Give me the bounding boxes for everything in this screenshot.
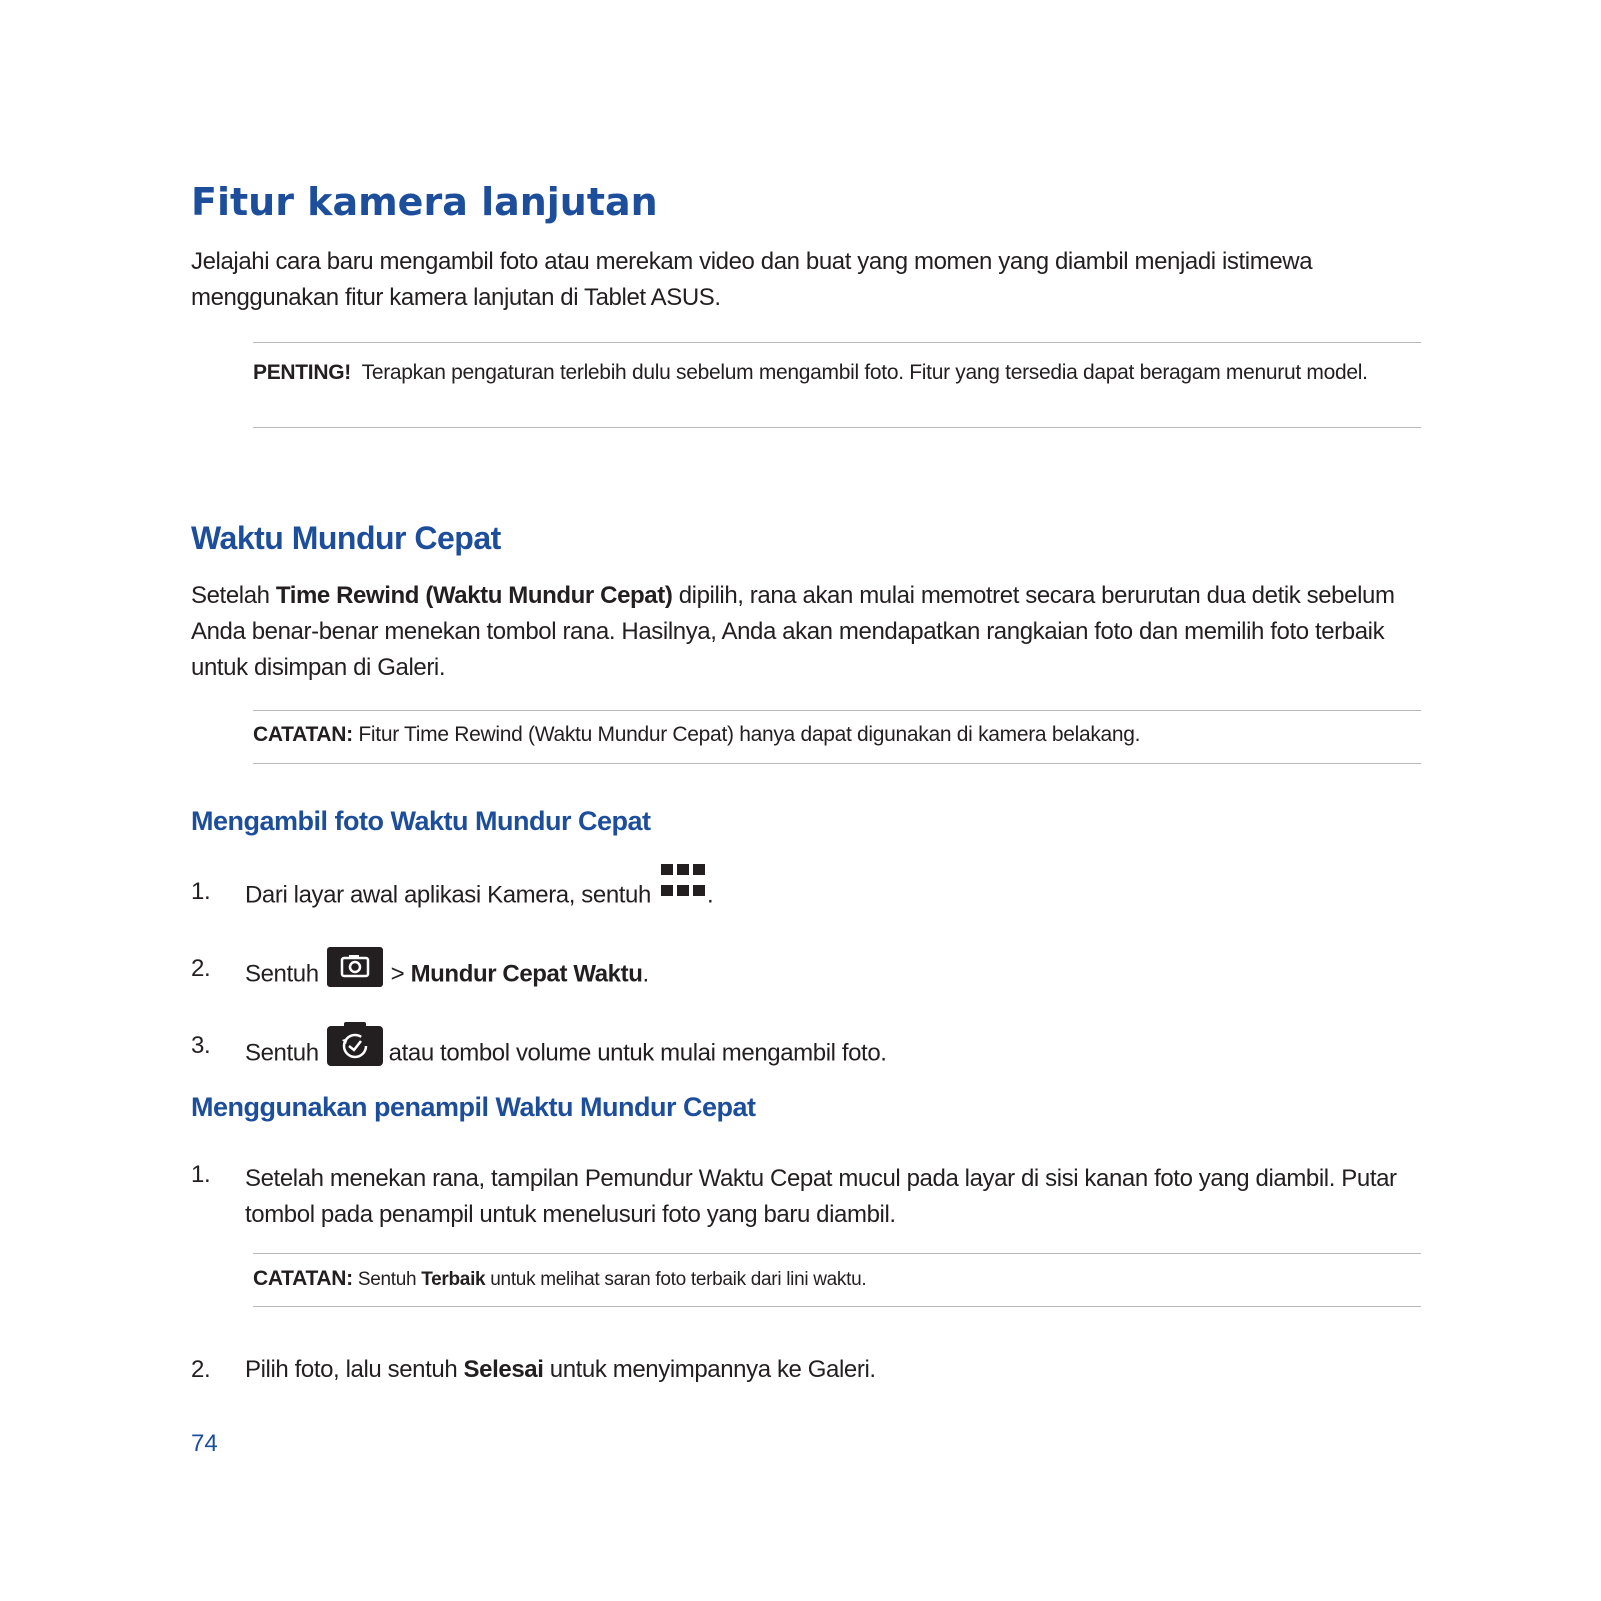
page-number: 74 <box>191 1430 218 1457</box>
important-note-body: Terapkan pengaturan terlebih dulu sebelum mengambil foto. Fitur yang tersedia dapat beragam menurut model. <box>361 361 1368 384</box>
step-text: Sentuh <box>245 1039 319 1067</box>
step-number: 3. <box>191 1032 211 1059</box>
camera-mode-icon <box>327 947 383 987</box>
section-note-text <box>253 723 1140 747</box>
step-number: 2. <box>191 1356 211 1383</box>
section-body-bold: Time Rewind (Waktu Mundur Cepat) <box>275 582 673 609</box>
step-content: Setelah menekan rana, tampilan Pemundur Waktu Cepat mucul pada layar di sisi kanan foto yang diambil. Putar tombol pada penampil untuk menelusuri foto yang baru diambil. <box>245 1165 1397 1228</box>
viewer-heading: Menggunakan penampil Waktu Mundur Cepat <box>191 1092 756 1122</box>
viewer-step-1 <box>191 1161 1421 1233</box>
apps-grid-icon <box>655 864 707 900</box>
step-text-end: . <box>706 881 714 909</box>
step-content <box>245 878 713 914</box>
step-bold: Mundur Cepat Waktu <box>410 960 643 988</box>
intro-paragraph: Jelajahi cara baru mengambil foto atau merekam video dan buat yang momen yang diambil menjadi istimewa menggunakan fitur kamera lanjutan di Tablet ASUS. <box>191 248 1313 311</box>
important-note-text <box>253 357 1393 388</box>
step-text-end: . <box>642 960 649 988</box>
step-text: Sentuh <box>245 960 319 988</box>
viewer-step-2 <box>191 1356 1421 1392</box>
section-note <box>253 710 1421 764</box>
viewer-note-bold: Terbaik <box>421 1269 486 1290</box>
capture-step-1 <box>191 878 1421 914</box>
capture-step-3 <box>191 1032 1421 1068</box>
step-number: 1. <box>191 878 211 905</box>
viewer-note-label: CATATAN: <box>253 1267 353 1290</box>
section-paragraph <box>191 578 1421 686</box>
important-note-label: PENTING! <box>253 361 351 384</box>
step-bold: Selesai <box>463 1356 544 1383</box>
page-title: Fitur kamera lanjutan <box>191 180 658 224</box>
step-content <box>245 955 649 995</box>
viewer-note-after: untuk melihat saran foto terbaik dari lini waktu. <box>485 1269 867 1290</box>
section-body-suffix: dipilih, rana akan mulai memotret secara berurutan dua detik sebelum Anda benar-benar menekan tombol rana. Hasilnya, Anda akan mendapatkan rangkaian foto dan memilih foto terbaik untuk disimpan di Galeri. <box>191 582 1395 681</box>
section-note-body: Fitur Time Rewind (Waktu Mundur Cepat) hanya dapat digunakan di kamera belakang. <box>358 723 1141 746</box>
time-rewind-shutter-icon <box>327 1022 383 1066</box>
viewer-note <box>253 1253 1421 1307</box>
step-text-end: atau tombol volume untuk mulai mengambil foto. <box>388 1039 887 1067</box>
step-number: 1. <box>191 1161 211 1188</box>
step-content <box>245 1356 876 1384</box>
section-body-prefix: Setelah <box>191 582 276 609</box>
section-note-label: CATATAN: <box>253 723 353 746</box>
step-content <box>245 1032 887 1076</box>
step-text: Dari layar awal aplikasi Kamera, sentuh <box>245 881 651 909</box>
important-note <box>253 342 1421 428</box>
viewer-note-before: Sentuh <box>357 1269 422 1290</box>
step-text-end: untuk menyimpannya ke Galeri. <box>543 1356 876 1383</box>
section-heading: Waktu Mundur Cepat <box>191 520 501 556</box>
step-text: Pilih foto, lalu sentuh <box>245 1356 464 1383</box>
step-separator: > <box>390 960 405 988</box>
step-number: 2. <box>191 955 211 982</box>
capture-step-2 <box>191 955 1421 991</box>
viewer-note-text <box>253 1267 866 1291</box>
capture-heading: Mengambil foto Waktu Mundur Cepat <box>191 806 651 836</box>
